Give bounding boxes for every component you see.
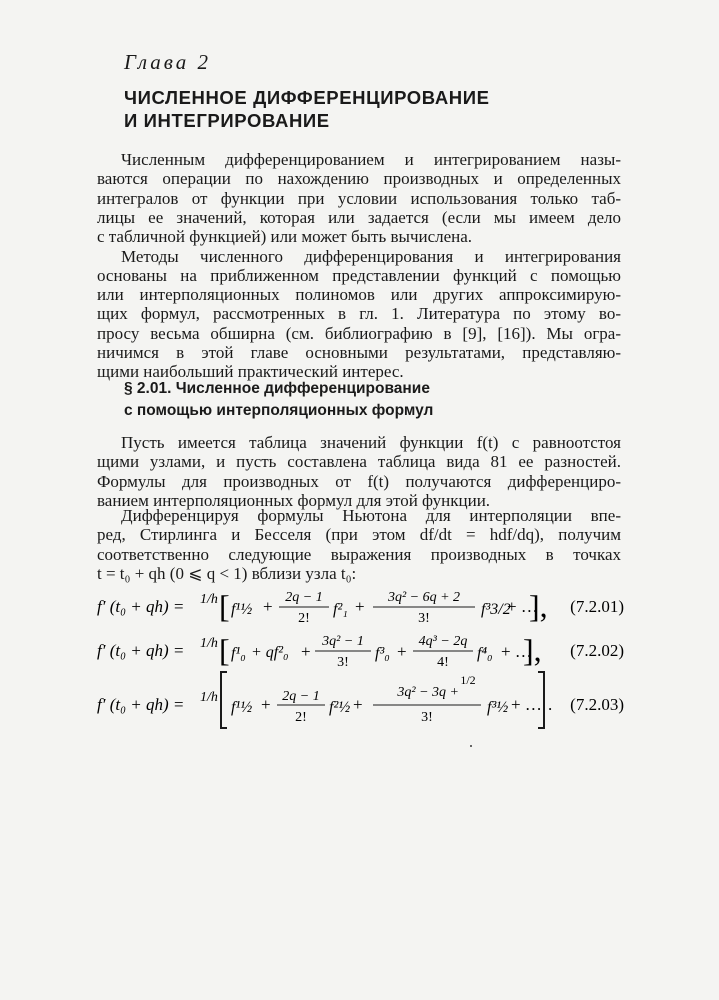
term: f²½: [329, 699, 351, 716]
fraction-denominator: 2!: [298, 611, 310, 626]
fraction-denominator: 3!: [337, 655, 349, 670]
text-line: t = t₀ + qh (0 ⩽ q < 1) вблизи узла t₀:: [97, 563, 357, 583]
plus-sign: +: [355, 597, 365, 616]
text-line: лицы ее значений, которая или задается (если мы имеем дело: [97, 207, 621, 227]
section-heading-line: с помощью интерполяционных формул: [124, 402, 434, 419]
text-line: ред, Стирлинга и Бесселя (при этом df/dt = hdf/dq), получим: [97, 525, 621, 545]
prefactor: 1/h: [200, 636, 218, 651]
fraction-numerator: 4q³ − 2q: [418, 634, 468, 649]
intro-paragraph-1: [97, 150, 621, 246]
formula-7-2-01: [97, 586, 624, 628]
text-line: интегралов от функции при условии использования только таб-: [97, 188, 621, 208]
fraction-numerator: 2q − 1: [285, 590, 323, 605]
section-heading-line: § 2.01. Численное дифференцирование: [124, 380, 430, 397]
plus-sign: +: [263, 597, 273, 616]
text-line: щих формул, рассмотренных в гл. 1. Литература по этому во-: [97, 304, 621, 324]
equation-number: (7.2.01): [570, 597, 624, 616]
text-line: Методы численного дифференцирования и интегрирования: [121, 246, 621, 266]
section-paragraph-1: [97, 433, 621, 510]
plus-sign: +: [353, 695, 363, 714]
fraction-numerator: 3q² − 3q +: [397, 685, 459, 700]
term: f¹½: [231, 601, 253, 618]
plus-sign: +: [301, 642, 311, 661]
term: f⁴₀: [477, 645, 493, 662]
text-line: ванием интерполяционных формул для этой функции.: [97, 490, 491, 510]
text-line: или интерполяционных полиномов или других аппроксимирую-: [97, 285, 621, 305]
right-bracket: ],: [529, 588, 548, 624]
term: + qf²₀: [251, 644, 289, 661]
text-line: ничимся в этой главе основными результатами, представляю-: [97, 342, 621, 362]
equation-number: (7.2.03): [570, 695, 624, 714]
fraction-denominator: 3!: [418, 611, 430, 626]
plus-sign: +: [261, 695, 271, 714]
text-line: Численным дифференцированием и интегрированием назы-: [121, 150, 621, 169]
left-bracket: [: [219, 588, 230, 624]
fraction-numerator: 3q² − 6q + 2: [387, 590, 461, 605]
right-bracket: ],: [523, 632, 542, 668]
fraction-denominator: 2!: [295, 710, 307, 725]
text-line: соответственно следующие выражения производных в точках: [97, 544, 621, 564]
formula-lhs: f′ (t₀ + qh) =: [97, 641, 185, 660]
chapter-title-line: ЧИСЛЕННОЕ ДИФФЕРЕНЦИРОВАНИЕ: [124, 87, 490, 108]
formula-7-2-02: [97, 628, 624, 672]
term: f²₁: [333, 601, 348, 618]
chapter-label: Глава 2: [124, 50, 211, 74]
text-line: Пусть имеется таблица значений функции f(t) с равноотстоя: [121, 433, 621, 452]
fraction-denominator: 4!: [437, 655, 449, 670]
tail: + …: [501, 642, 532, 661]
plus-sign: +: [397, 642, 407, 661]
formula-lhs: f′ (t₀ + qh) =: [97, 695, 185, 714]
fraction-numerator: 2q − 1: [282, 689, 320, 704]
section-heading: [124, 378, 433, 422]
formula-lhs: f′ (t₀ + qh) =: [97, 597, 185, 616]
section-paragraph-2: [97, 506, 621, 583]
fraction-numerator: 3q² − 1: [322, 634, 364, 649]
term: f³₀: [375, 645, 390, 662]
nested-fraction: 1/2: [460, 673, 476, 687]
term: f¹½: [231, 699, 253, 716]
chapter-title: [124, 86, 490, 132]
left-bracket: [: [219, 632, 230, 668]
text-line: с табличной функцией) или может быть вычислена.: [97, 227, 473, 247]
left-bracket: [221, 672, 227, 728]
chapter-title-line: И ИНТЕГРИРОВАНИЕ: [124, 110, 330, 131]
prefactor: 1/h: [200, 592, 218, 607]
text-line: щими узлами, и пусть составлена таблица вида 81 ее разностей.: [97, 452, 621, 472]
tail: + …: [511, 695, 542, 714]
text-line: щими наибольший практический интерес.: [97, 362, 404, 382]
fraction-denominator: 3!: [421, 710, 433, 725]
term: f³½: [487, 699, 509, 716]
term: f¹₀: [231, 645, 246, 662]
scan-speck: [470, 745, 472, 747]
text-line: Дифференцируя формулы Ньютона для интерполяции впе-: [121, 506, 621, 525]
text-line: Формулы для производных от f(t) получаются дифференциро-: [97, 471, 621, 491]
text-line: основаны на приближенном представлении функций с помощью: [97, 265, 621, 285]
equation-number: (7.2.02): [570, 641, 624, 660]
prefactor: 1/h: [200, 690, 218, 705]
text-line: просу весьма обширна (см. библиографию в [9], [16]). Мы огра-: [97, 323, 621, 343]
intro-paragraph-2: [97, 247, 621, 382]
trailing-period: .: [548, 695, 553, 714]
tail: + …: [507, 597, 538, 616]
formula-7-2-03: [97, 668, 624, 732]
text-line: ваются операции по нахождению производных и определенных: [97, 169, 621, 189]
term: f³3/2: [481, 601, 511, 618]
